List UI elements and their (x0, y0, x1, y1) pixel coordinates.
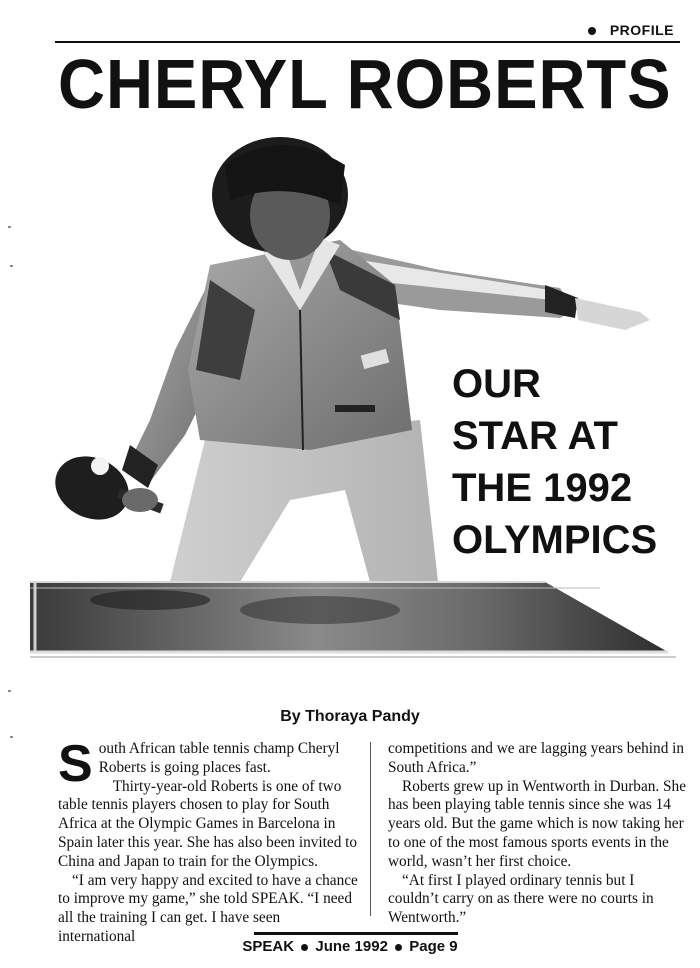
paragraph: “I am very happy and excited to have a chance to improve my game,” she told SPEAK. “I need all the training I can get. I have seen international (58, 871, 358, 945)
paragraph: outh African table tennis champ Cheryl Roberts is going places fast. (98, 740, 340, 776)
bullet-icon (588, 27, 596, 35)
bullet-icon (301, 944, 308, 951)
section-label: PROFILE (609, 22, 674, 38)
page-title: CHERYL ROBERTS (58, 45, 672, 123)
top-rule (55, 41, 680, 43)
subhead-line: THE 1992 (452, 466, 633, 510)
column-divider (370, 742, 371, 916)
scan-speck (10, 265, 13, 267)
bullet-icon (395, 944, 402, 951)
article-column-right (388, 740, 688, 928)
subhead-line: STAR AT (452, 414, 618, 458)
scan-speck (10, 736, 13, 738)
page-footer (0, 938, 700, 955)
footer-rule (254, 932, 458, 935)
paragraph: competitions and we are lagging years behind in South Africa.” (388, 740, 685, 776)
byline: By Thoraya Pandy (280, 708, 420, 725)
scan-speck (8, 690, 11, 692)
paragraph: Thirty-year-old Roberts is one of two table tennis players chosen to play for South Africa at the Olympic Games in Barcelona in Spain later this year. She has also been invited to China and Japan to train for the Olympics. (58, 777, 358, 870)
subhead (452, 358, 692, 566)
subhead-line: OUR (452, 362, 541, 406)
paragraph: “At first I played ordinary tennis but I couldn’t carry on as there were no courts in Wentworth.” (388, 871, 654, 927)
magazine-name: SPEAK (242, 938, 295, 955)
drop-cap: S (58, 735, 93, 793)
scan-speck (8, 226, 11, 228)
page-number: Page 9 (409, 938, 458, 955)
issue-date: June 1992 (315, 938, 388, 955)
article-column-left (58, 735, 358, 947)
paragraph: Roberts grew up in Wentworth in Durban. She has been playing table tennis since she was 14 years old. But the game which is now taking her to one of the most famous sports events in the world, wasn’t her first choice. (388, 777, 686, 870)
subhead-line: OLYMPICS (452, 518, 658, 562)
section-tag (588, 22, 674, 38)
